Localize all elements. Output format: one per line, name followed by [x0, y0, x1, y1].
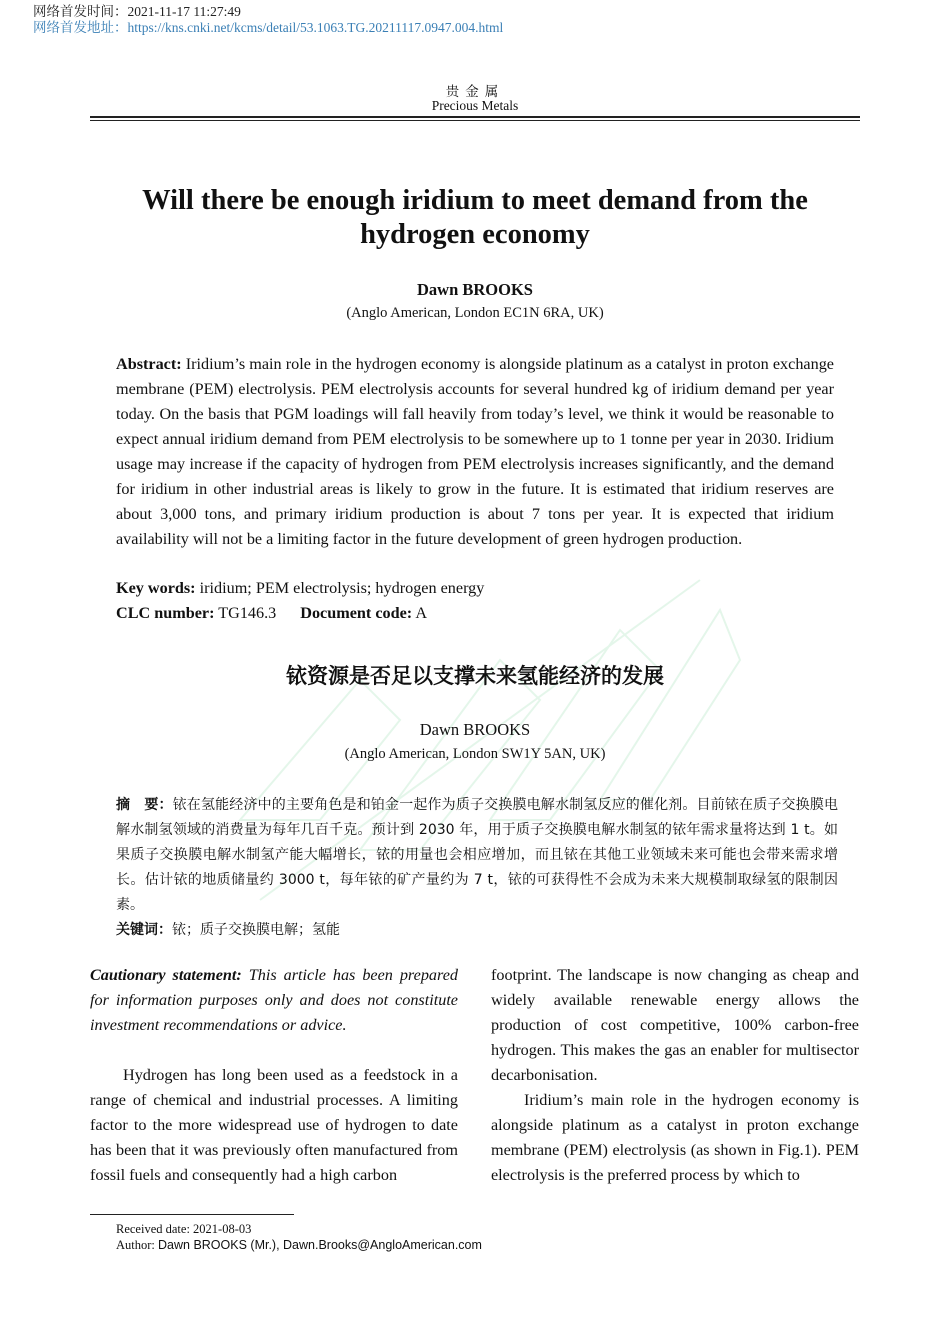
author-affiliation-cn: (Anglo American, London SW1Y 5AN, UK) [344, 746, 606, 762]
publish-time-label: 网络首发时间： [33, 4, 128, 19]
journal-name-cn: 贵金属 [445, 84, 505, 99]
body-column-left [90, 963, 458, 1188]
doc-code-value: A [412, 604, 428, 622]
journal-name-en: Precious Metals [431, 98, 519, 113]
title-cn: 铱资源是否足以支撑未来氢能经济的发展 [286, 664, 664, 688]
online-publish-time [33, 3, 241, 20]
received-date: Received date: 2021-08-03 [116, 1222, 252, 1236]
author-affiliation: (Anglo American, London EC1N 6RA, UK) [346, 305, 604, 321]
header-rule-thick [90, 116, 860, 118]
author-footnote-label: Author: [116, 1238, 159, 1252]
article-title: Will there be enough iridium to meet demand from the hydrogen economy [142, 185, 808, 250]
cautionary-text: This article has been prepared for information purposes only and does not constitute investment recommendations or advice. [90, 966, 458, 1034]
body-paragraph: Iridium’s main role in the hydrogen economy is alongside platinum as a catalyst in proton exchange membrane (PEM) electrolysis (as shown in Fig.1). PEM electrolysis is the preferred process by which to [491, 1091, 859, 1184]
abstract-label: Abstract: [116, 355, 182, 373]
abstract-cn-text: 铱在氢能经济中的主要角色是和铂金一起作为质子交换膜电解水制氢反应的催化剂。目前铱在质子交换膜电解水制氢领域的消费量为每年几百千克。预计到 2030 年，用于质子交换膜电解水制氢的铱年需求量将达到 1 t。如果质子交换膜电解水制氢产能大幅增长，铱的用量也会相应增加，而且铱在其他工业领域未来可能也会带来需求增长。估计铱的地质储量约 3000 t，每年铱的矿产量约为 7 t，铱的可获得性不会成为未来大规模制取绿氢的限制因素。 [116, 797, 838, 913]
cautionary-label: Cautionary statement: [90, 966, 242, 984]
author-name: Dawn BROOKS [417, 280, 533, 299]
doc-code-label: Document code: [300, 604, 413, 622]
header-rule-thin [90, 120, 860, 121]
body-paragraph: footprint. The landscape is now changing as cheap and widely available renewable energy allows the production of cost competitive, 100% carbon-free hydrogen. This makes the gas an enabler for multisector decarbonisation. [491, 966, 859, 1084]
keywords-cn-text: 铱；质子交换膜电解；氢能 [172, 922, 340, 938]
author-contact: Dawn BROOKS (Mr.), Dawn.Brooks@AngloAmerican.com [158, 1238, 482, 1252]
publish-time-value: 2021-11-17 11:27:49 [127, 4, 241, 19]
author-footnote [116, 1238, 482, 1253]
clc-label: CLC number: [116, 604, 215, 622]
author-name-cn: Dawn BROOKS [419, 720, 531, 739]
keywords-cn [116, 918, 838, 943]
footnote-rule [90, 1214, 294, 1215]
clc-value: TG146.3 [214, 604, 277, 622]
publish-url-link[interactable]: https://kns.cnki.net/kcms/detail/53.1063.TG.20211117.0947.004.html [127, 20, 504, 35]
abstract-text: Iridium’s main role in the hydrogen economy is alongside platinum as a catalyst in proton exchange membrane (PEM) electrolysis. PEM electrolysis accounts for several hundred kg of iridium demand per year today. On the basis that PGM loadings will fall heavily from today’s level, we think it would be reasonable to expect annual iridium demand from PEM electrolysis to be somewhere up to 1 tonne per year in 2030. Iridium usage may increase if the capacity of hydrogen from PEM electrolysis increases significantly, and the demand for iridium in other industrial areas is likely to grow in the future. It is estimated that iridium reserves are about 3,000 tons, and primary iridium production is about 7 tons per year. It is expected that iridium availability will not be a limiting factor in the future development of green hydrogen production. [116, 355, 834, 548]
publish-url-label: 网络首发地址： [33, 20, 128, 35]
keywords-text: iridium; PEM electrolysis; hydrogen energy [195, 579, 485, 597]
keywords-cn-label: 关键词： [116, 922, 172, 938]
classification-line [116, 601, 834, 626]
cautionary-statement [90, 963, 458, 1038]
keywords-label: Key words: [116, 579, 196, 597]
body-column-right [491, 963, 859, 1188]
keywords-en [116, 576, 834, 601]
online-publish-url[interactable] [33, 19, 503, 36]
abstract-cn-label: 摘 要： [116, 797, 173, 813]
abstract-en [116, 352, 834, 552]
body-paragraph: Hydrogen has long been used as a feedstock in a range of chemical and industrial processes. A limiting factor to the more widespread use of hydrogen to date has been that it was previously often manufactured from fossil fuels and consequently had a high carbon [90, 1066, 458, 1184]
abstract-cn [116, 793, 838, 918]
